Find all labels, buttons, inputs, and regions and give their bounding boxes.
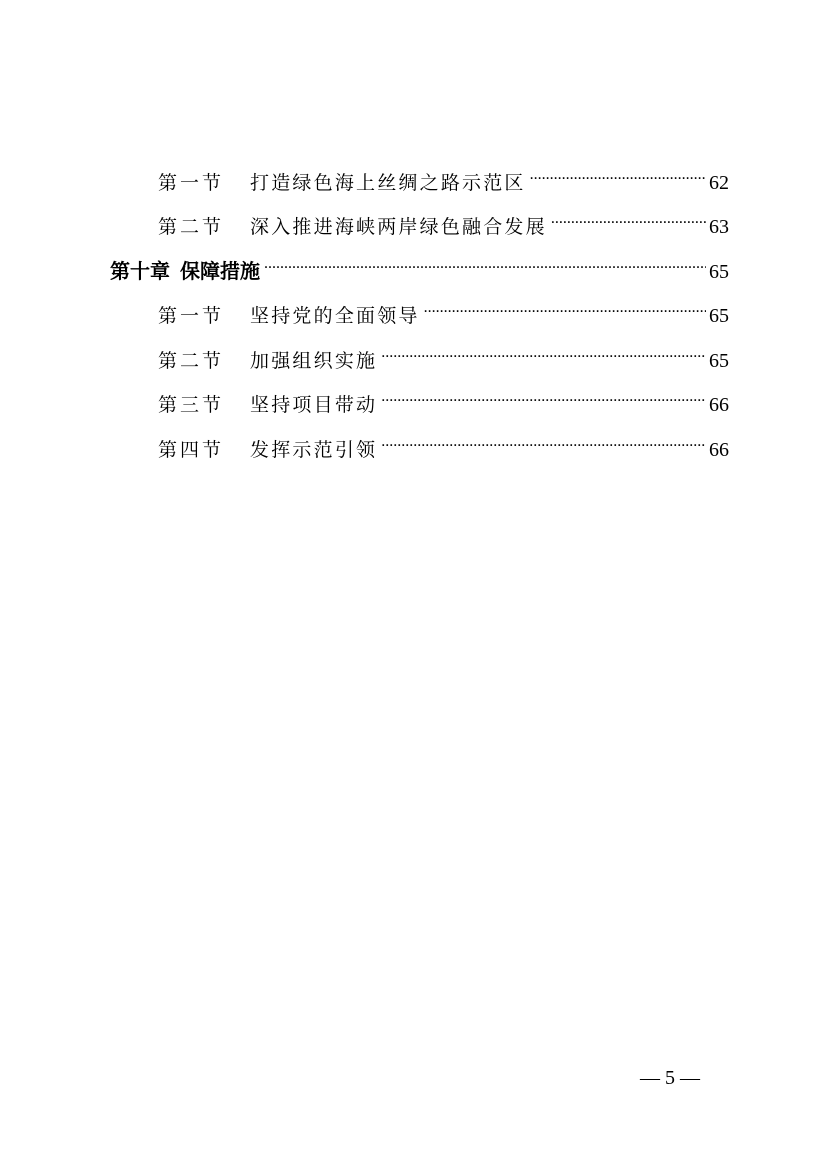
page-reference: 66 (709, 439, 729, 461)
section-number: 第四节 (158, 439, 225, 461)
dot-leader (551, 203, 706, 233)
section-number: 第一节 (158, 172, 225, 194)
toc-entry-chapter[interactable] (110, 248, 729, 283)
dot-leader (264, 248, 706, 278)
toc-entry-section[interactable] (158, 426, 729, 461)
section-number: 第二节 (158, 350, 225, 372)
toc-entry-section[interactable] (158, 159, 729, 194)
section-number: 第三节 (158, 394, 225, 416)
toc-entry-section[interactable] (158, 292, 729, 327)
page-reference: 65 (709, 305, 729, 327)
page-reference: 62 (709, 172, 729, 194)
section-title: 加强组织实施 (250, 350, 378, 372)
section-number: 第二节 (158, 216, 225, 238)
section-title: 坚持项目带动 (250, 394, 378, 416)
toc-entry-section[interactable] (158, 337, 729, 372)
chapter-number: 第十章 (110, 259, 170, 283)
section-title: 深入推进海峡两岸绿色融合发展 (250, 216, 547, 238)
dot-leader (381, 381, 706, 411)
page-reference: 63 (709, 216, 729, 238)
page-reference: 66 (709, 394, 729, 416)
page-reference: 65 (709, 261, 729, 283)
dot-leader (530, 159, 706, 189)
section-number: 第一节 (158, 305, 225, 327)
page-number: — 5 — (640, 1067, 700, 1089)
dot-leader (381, 426, 706, 456)
dot-leader (424, 292, 706, 322)
toc-entry-section[interactable] (158, 203, 729, 238)
toc-entry-section[interactable] (158, 381, 729, 416)
page-reference: 65 (709, 350, 729, 372)
chapter-title: 保障措施 (180, 259, 260, 283)
section-title: 坚持党的全面领导 (250, 305, 420, 327)
section-title: 发挥示范引领 (250, 439, 378, 461)
dot-leader (381, 337, 706, 367)
section-title: 打造绿色海上丝绸之路示范区 (250, 172, 526, 194)
